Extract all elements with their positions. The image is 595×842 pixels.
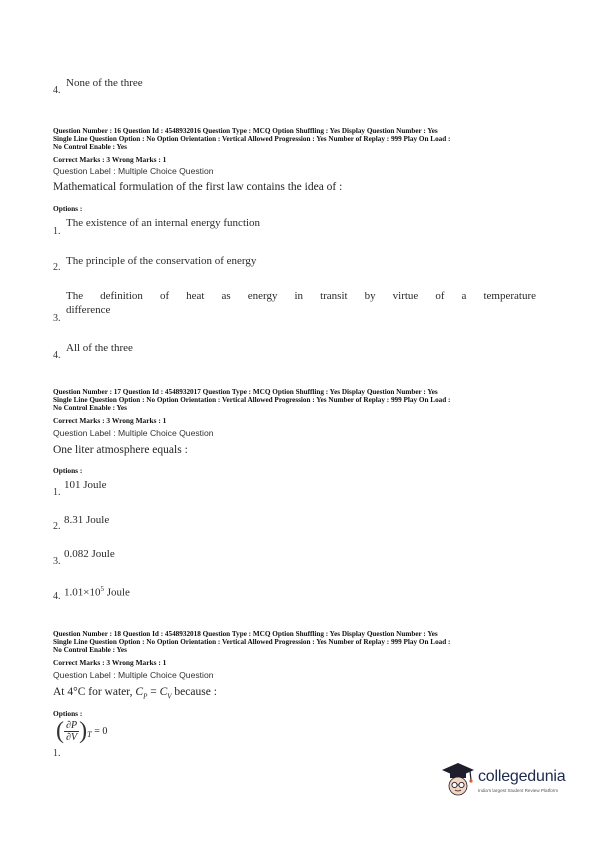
q17-option-2-number: 2. — [53, 521, 61, 532]
q18-cv: $C_V$ — [159, 686, 172, 701]
q16-meta-line-2: Single Line Question Option : No Option Orientation : Vertical Allowed Progression : Yes Number of Replay : 999 Play On Load : — [53, 135, 451, 143]
q18-cp: $C_P$ — [135, 686, 148, 701]
formula-rhs: = 0 — [94, 726, 108, 737]
q17-option-2-text: 8.31 Joule — [64, 514, 110, 526]
q17-options-heading: Options : — [53, 466, 83, 475]
q17-option-1-number: 1. — [53, 487, 61, 498]
q17-option-4-text — [64, 582, 130, 600]
q18-equals: = — [147, 686, 160, 698]
q17-question-label: Question Label : Multiple Choice Question — [53, 428, 214, 438]
q16-question-label: Question Label : Multiple Choice Question — [53, 166, 214, 176]
right-paren: ) — [79, 718, 88, 744]
q16-option-3-line-1: The definition of heat as energy in transit by virtue of a temperature — [66, 290, 536, 302]
q16-option-3-line-2: difference — [66, 304, 111, 316]
q17-option-1-text: 101 Joule — [64, 479, 107, 491]
q18-question-text — [53, 686, 217, 700]
q18-meta-line-2: Single Line Question Option : No Option Orientation : Vertical Allowed Progression : Yes Number of Replay : 999 Play On Load : — [53, 638, 451, 646]
fraction-denominator: ∂V — [66, 732, 78, 743]
q18-meta-line-3: No Control Enable : Yes — [53, 646, 127, 654]
q18-question-label: Question Label : Multiple Choice Question — [53, 670, 214, 680]
q16-option-3-number: 3. — [53, 313, 61, 324]
q18-text-suffix: because : — [171, 686, 217, 698]
q16-option-2-number: 2. — [53, 262, 61, 273]
q17-option-3-text: 0.082 Joule — [64, 548, 115, 560]
q18-marks: Correct Marks : 3 Wrong Marks : 1 — [53, 658, 167, 667]
fraction-subscript: T — [87, 730, 92, 740]
q17-option-4-base: 1.01×10 — [64, 586, 101, 599]
q16-option-1-text: The existence of an internal energy function — [66, 217, 261, 229]
q16-options-heading: Options : — [53, 204, 83, 213]
q16-option-1-number: 1. — [53, 226, 61, 237]
q17-question-text: One liter atmosphere equals : — [53, 444, 188, 456]
fraction-numerator: ∂P — [66, 720, 78, 731]
q16-option-4-number: 4. — [53, 350, 61, 361]
q17-meta-line-3: No Control Enable : Yes — [53, 404, 127, 412]
logo-wordmark: collegedunia — [478, 768, 566, 785]
q18-option-1-number: 1. — [53, 748, 61, 759]
left-paren: ( — [56, 718, 64, 744]
q17-marks: Correct Marks : 3 Wrong Marks : 1 — [53, 416, 167, 425]
q17-meta-line-1: Question Number : 17 Question Id : 4548932017 Question Type : MCQ Option Shuffling : Yes Display Question Number : Yes — [53, 388, 438, 396]
q16-marks: Correct Marks : 3 Wrong Marks : 1 — [53, 155, 167, 164]
q16-option-4-text: All of the three — [66, 342, 133, 354]
q18-meta-line-1: Question Number : 18 Question Id : 4548932018 Question Type : MCQ Option Shuffling : Yes Display Question Number : Yes — [53, 630, 438, 638]
q17-option-3-number: 3. — [53, 556, 61, 567]
q15-option-4-number: 4. — [53, 85, 61, 96]
collegedunia-logo — [440, 760, 580, 804]
q18-option-1-formula — [56, 718, 107, 745]
q16-meta-line-1: Question Number : 16 Question Id : 4548932016 Question Type : MCQ Option Shuffling : Yes Display Question Number : Yes — [53, 127, 438, 135]
q17-option-4-number: 4. — [53, 591, 61, 602]
partial-fraction — [64, 720, 79, 743]
q17-meta-line-2: Single Line Question Option : No Option Orientation : Vertical Allowed Progression : Yes Number of Replay : 999 Play On Load : — [53, 396, 451, 404]
q18-options-heading: Options : — [53, 709, 83, 718]
q18-text-prefix: At 4°C for water, — [53, 686, 136, 698]
q16-meta-line-3: No Control Enable : Yes — [53, 143, 127, 151]
q15-option-4-text: None of the three — [66, 77, 143, 89]
graduate-mascot-icon — [440, 760, 476, 800]
q16-question-text: Mathematical formulation of the first law contains the idea of : — [53, 181, 343, 193]
q17-option-4-exponent: 5 — [100, 585, 104, 593]
q17-option-4-unit: Joule — [106, 586, 130, 599]
q16-option-2-text: The principle of the conservation of energy — [66, 255, 257, 267]
logo-tagline: India's largest Student Review Platform — [478, 788, 559, 793]
